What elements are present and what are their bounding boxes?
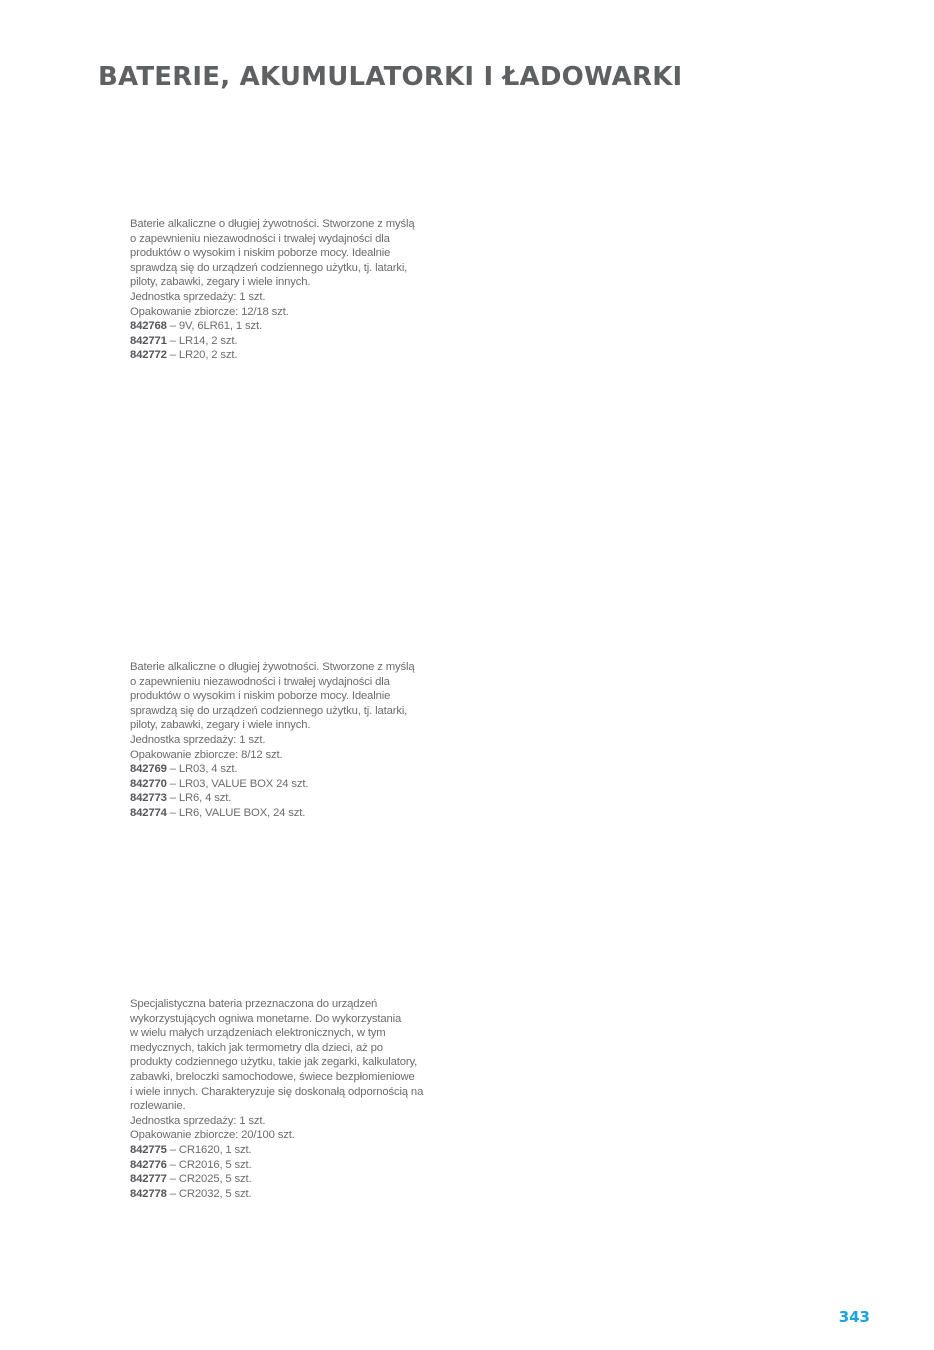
description-line: produktów o wysokim i niskim poborze mocy. Idealnie xyxy=(130,690,391,703)
description-line: w wielu małych urządzeniach elektronicznych, w tym xyxy=(130,1027,386,1040)
description-line: sprawdzą się do urządzeń codziennego użytku, tj. latarki, xyxy=(130,261,408,274)
unit-of-sale: Jednostka sprzedaży: 1 szt. xyxy=(130,290,266,303)
description-line: Specjalistyczna bateria przeznaczona do urządzeń xyxy=(130,998,378,1010)
unit-of-sale: Jednostka sprzedaży: 1 szt. xyxy=(130,1114,266,1127)
description-line: o zapewnieniu niezawodności i trwałej wydajności dla xyxy=(130,232,390,245)
product-code: 842772 xyxy=(130,349,167,362)
product-code: 842773 xyxy=(130,792,167,805)
product-code-line xyxy=(130,762,440,777)
product-variant: – LR6, 4 szt. xyxy=(166,792,232,805)
product-code-line xyxy=(130,1158,440,1173)
product-block-batteries-9v-lr14-lr20 xyxy=(130,217,440,363)
product-code-line xyxy=(130,334,440,349)
product-code: 842778 xyxy=(130,1187,167,1200)
product-code: 842768 xyxy=(130,320,167,333)
description-line: piloty, zabawki, zegary i wiele innych. xyxy=(130,276,311,289)
product-block-batteries-lr03-lr6 xyxy=(130,660,440,821)
description-line: Baterie alkaliczne o długiej żywotności. Stworzone z myślą xyxy=(130,218,415,230)
product-code: 842777 xyxy=(130,1173,167,1186)
product-variant: – LR03, VALUE BOX 24 szt. xyxy=(166,777,309,790)
description-line: piloty, zabawki, zegary i wiele innych. xyxy=(130,719,311,732)
unit-of-sale: Jednostka sprzedaży: 1 szt. xyxy=(130,733,266,746)
product-variant: – CR2032, 5 szt. xyxy=(166,1187,252,1200)
product-code: 842770 xyxy=(130,777,167,790)
description-line: produkty codziennego użytku, takie jak zegarki, kalkulatory, xyxy=(130,1056,418,1069)
product-code-line xyxy=(130,1187,440,1202)
product-variant: – CR2016, 5 szt. xyxy=(166,1158,252,1171)
description-line: o zapewnieniu niezawodności i trwałej wydajności dla xyxy=(130,675,390,688)
product-code-line xyxy=(130,777,440,792)
page-number: 343 xyxy=(838,1308,870,1326)
product-block-coin-cell-batteries xyxy=(130,997,440,1201)
product-variant: – CR2025, 5 szt. xyxy=(166,1173,252,1186)
product-code-line xyxy=(130,1172,440,1187)
product-variant: – LR20, 2 szt. xyxy=(166,349,238,362)
description-line: zabawki, breloczki samochodowe, świece bezpłomieniowe xyxy=(130,1070,415,1083)
description-line: sprawdzą się do urządzeń codziennego użytku, tj. latarki, xyxy=(130,704,408,717)
product-code: 842771 xyxy=(130,334,167,347)
product-variant: – LR03, 4 szt. xyxy=(166,763,238,776)
description-line: wykorzystujących ogniwa monetarne. Do wykorzystania xyxy=(130,1012,402,1025)
description-line: rozlewanie. xyxy=(130,1100,186,1113)
description-line: i wiele innych. Charakteryzuje się doskonałą odpornością na xyxy=(130,1085,424,1098)
description-line: Baterie alkaliczne o długiej żywotności. Stworzone z myślą xyxy=(130,661,415,673)
product-variant: – CR1620, 1 szt. xyxy=(166,1143,252,1156)
product-code: 842775 xyxy=(130,1143,167,1156)
product-code: 842776 xyxy=(130,1158,167,1171)
product-code: 842774 xyxy=(130,806,167,819)
product-code: 842769 xyxy=(130,763,167,776)
bulk-packaging: Opakowanie zbiorcze: 20/100 szt. xyxy=(130,1129,295,1142)
product-code-line xyxy=(130,319,440,334)
product-variant: – LR6, VALUE BOX, 24 szt. xyxy=(166,806,306,819)
product-code-line xyxy=(130,348,440,363)
product-variant: – LR14, 2 szt. xyxy=(166,334,238,347)
description-line: produktów o wysokim i niskim poborze mocy. Idealnie xyxy=(130,247,391,260)
product-variant: – 9V, 6LR61, 1 szt. xyxy=(166,320,262,333)
bulk-packaging: Opakowanie zbiorcze: 12/18 szt. xyxy=(130,305,289,318)
bulk-packaging: Opakowanie zbiorcze: 8/12 szt. xyxy=(130,748,283,761)
product-code-line xyxy=(130,806,440,821)
product-code-line xyxy=(130,1143,440,1158)
page-title: BATERIE, AKUMULATORKI I ŁADOWARKI xyxy=(98,62,683,92)
product-code-line xyxy=(130,791,440,806)
description-line: medycznych, takich jak termometry dla dzieci, aż po xyxy=(130,1041,383,1054)
